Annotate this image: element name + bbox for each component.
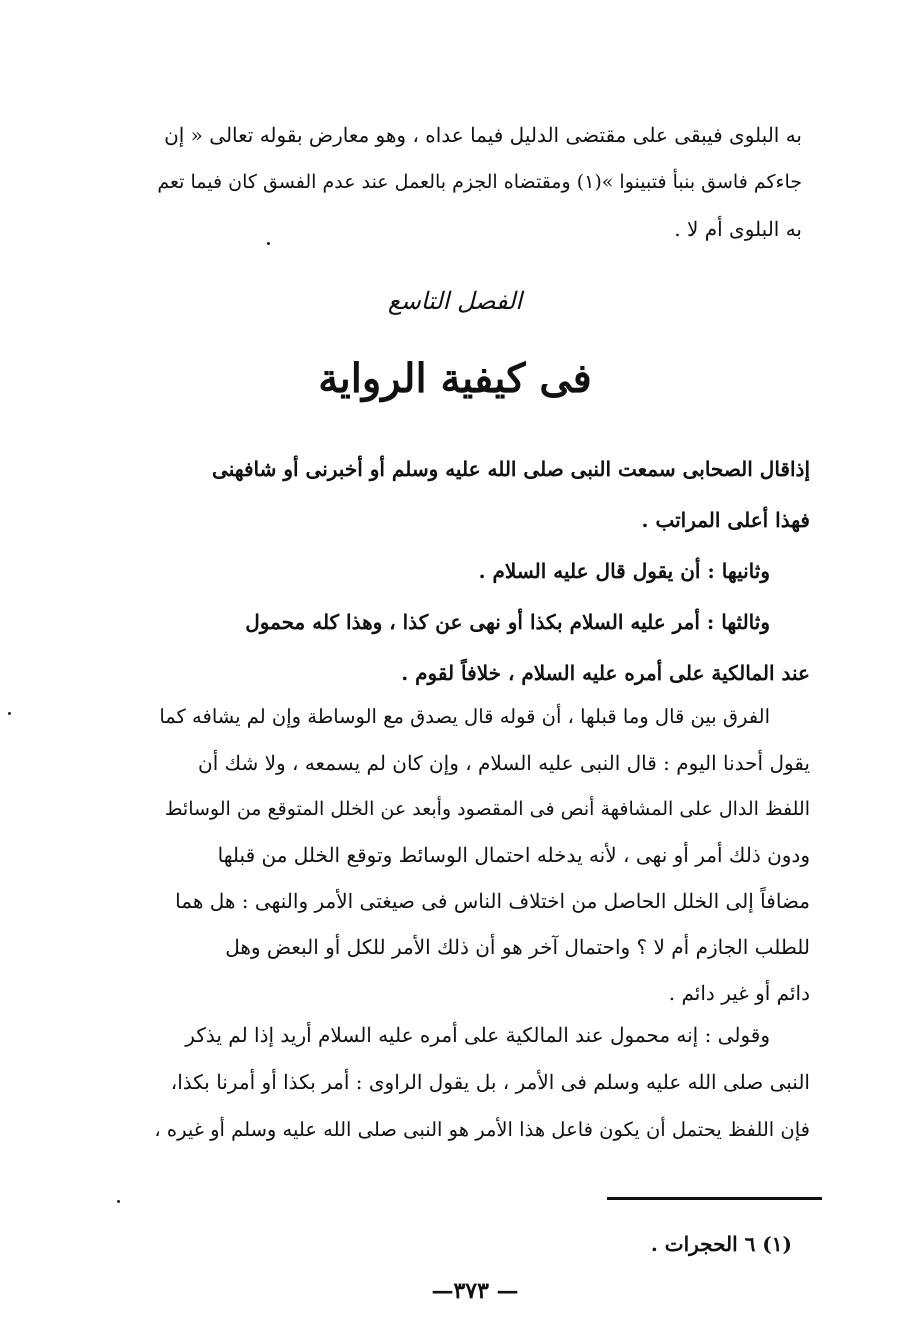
chapter-title: فى كيفية الرواية (318, 355, 592, 402)
explanation-line-7: دائم أو غير دائم . (668, 981, 810, 1005)
scan-speck (267, 242, 270, 245)
explanation-paragraph (150, 694, 810, 1016)
intro-line-3: به البلوى أم لا . (674, 217, 802, 241)
ranks-line-4: وثالثها : أمر عليه السلام بكذا أو نهى عن كذا ، وهذا كله محمول (245, 610, 770, 634)
intro-line-2: جاءكم فاسق بنبأ فتبينوا »(١) ومقتضاه الجزم بالعمل عند عدم الفسق كان فيما تعم (157, 171, 802, 193)
ranks-line-1: إذاقال الصحابى سمعت النبى صلى الله عليه وسلم أو أخبرنى أو شافهنى (212, 457, 810, 481)
note-line-1: وقولى : إنه محمول عند المالكية على أمره عليه السلام أريد إذا لم يذكر (185, 1023, 770, 1047)
explanation-line-6: للطلب الجازم أم لا ؟ واحتمال آخر هو أن ذلك الأمر للكل أو البعض وهل (225, 935, 810, 959)
explanation-line-2: يقول أحدنا اليوم : قال النبى عليه السلام ، وإن كان لم يسمعه ، ولا شك أن (198, 751, 810, 775)
note-line-3: فإن اللفظ يحتمل أن يكون فاعل هذا الأمر هو النبى صلى الله عليه وسلم أو غيره ، (154, 1118, 810, 1141)
intro-line-1: به البلوى فيبقى على مقتضى الدليل فيما عداه ، وهو معارض بقوله تعالى « إن (164, 123, 802, 147)
explanation-line-1: الفرق بين قال وما قبلها ، أن قوله قال يصدق مع الوساطة وإن لم يشافه كما (159, 705, 770, 728)
explanation-line-3: اللفظ الدال على المشافهة أنص فى المقصود وأبعد عن الخلل المتوقع من الوسائط (164, 798, 810, 820)
chapter-label: الفصل التاسع (387, 287, 523, 315)
page-number: — ٣٧٣— (431, 1278, 519, 1304)
footnote: (١) ٦ الحجرات . (650, 1232, 792, 1256)
ranks-section (150, 444, 810, 699)
note-line-2: النبى صلى الله عليه وسلم فى الأمر ، بل يقول الراوى : أمر بكذا أو أمرنا بكذا، (170, 1070, 810, 1094)
ranks-line-5: عند المالكية على أمره عليه السلام ، خلافاً لقوم . (401, 661, 810, 685)
ranks-line-3: وثانيها : أن يقول قال عليه السلام . (478, 559, 770, 583)
footnote-divider (607, 1197, 822, 1200)
explanation-line-4: ودون ذلك أمر أو نهى ، لأنه يدخله احتمال الوسائط وتوقع الخلل من قبلها (217, 843, 810, 867)
note-paragraph (150, 1012, 810, 1153)
intro-paragraph (150, 112, 802, 253)
scan-speck (117, 1200, 120, 1203)
scan-speck (8, 712, 11, 715)
ranks-line-2: فهذا أعلى المراتب . (641, 508, 810, 532)
explanation-line-5: مضافاً إلى الخلل الحاصل من اختلاف الناس فى صيغتى الأمر والنهى : هل هما (175, 889, 810, 913)
